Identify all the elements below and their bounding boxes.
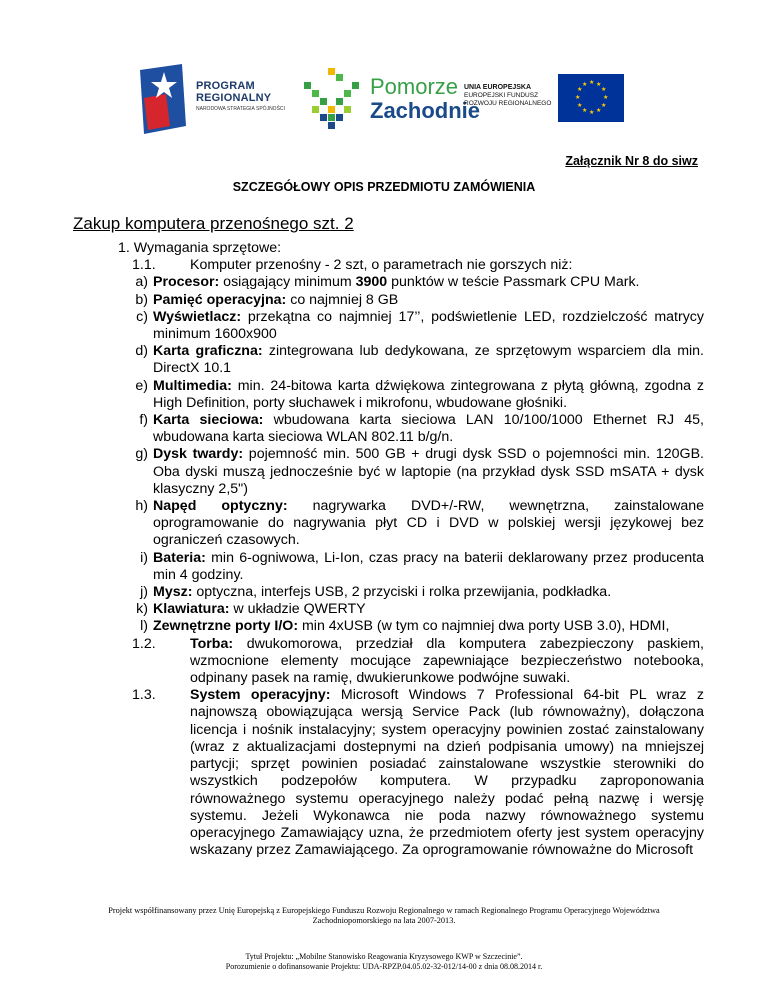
item-label: Procesor: (153, 274, 220, 291)
ue-line1: UNIA EUROPEJSKA (464, 84, 532, 91)
pomorze-zachodnie-logo (302, 60, 481, 140)
svg-text:★: ★ (577, 86, 583, 93)
svg-text:★: ★ (575, 94, 581, 101)
footer-line3: Tytuł Projektu: „Mobilne Stanowisko Reagowania Kryzysowego KWP w Szczecinie”. (245, 952, 523, 961)
section-label: Torba: (190, 635, 234, 652)
item-text: zintegrowana lub dedykowana, ze sprzętowym wsparciem dla min. DirectX 10.1 (153, 343, 704, 377)
section-number: 1.1. (132, 257, 156, 274)
program-line2: REGIONALNY (196, 92, 272, 104)
svg-text:★: ★ (603, 94, 609, 101)
footer-line4: Porozumienie o dofinansowanie Projektu: UDA-RPZP.04.05.02-32-012/14-00 z dnia 08.08.2014 r. (225, 962, 543, 971)
list-item (90, 618, 704, 635)
list-item (90, 309, 704, 343)
item-text: nagrywarka DVD+/-RW, wewnętrzna, zainstalowane oprogramowanie do nagrywania płyt CD i DVD w polskiej wersji językowej bez ograniczeń czasowych. (153, 498, 704, 549)
item-text: co najmniej 8 GB (286, 291, 399, 308)
section-number: 1.2. (132, 635, 156, 652)
svg-text:★: ★ (582, 81, 588, 88)
item-letter: g) (135, 446, 148, 463)
item-text: optyczna, interfejs USB, 2 przyciski i rolka przewijania, podkładka. (192, 584, 612, 601)
section-label: System operacyjny: (190, 687, 331, 704)
document-title: SZCZEGÓŁOWY OPIS PRZEDMIOTU ZAMÓWIENIA (232, 180, 536, 194)
specification-body (90, 240, 704, 859)
footer-line2: Zachodniopomorskiego na lata 2007-2013. (312, 916, 456, 925)
item-label: Multimedia: (153, 377, 232, 394)
eu-flag-icon (558, 74, 624, 122)
item-text: min. 24-bitowa karta dźwiękowa zintegrowana z płytą główną, zgodna z High Definition, porty słuchawek i mikrofonu, wbudowane głośniki. (153, 377, 704, 411)
item-letter: j) (140, 584, 148, 601)
footer-project (0, 952, 768, 972)
requirements-heading: 1. Wymagania sprzętowe: (118, 240, 282, 256)
item-letter: k) (136, 601, 148, 618)
list-item (90, 584, 704, 601)
list-item (90, 601, 704, 618)
ue-line2: EUROPEJSKI FUNDUSZ (464, 92, 539, 99)
svg-text:★: ★ (577, 102, 583, 109)
list-item (90, 446, 704, 498)
svg-text:★: ★ (589, 79, 595, 86)
item-letter: h) (135, 498, 148, 515)
footer-cofinancing (0, 906, 768, 926)
pomorze-line1: Pomorze (370, 74, 459, 99)
item-text: wbudowana karta sieciowa LAN 10/100/1000 Ethernet RJ 45, wbudowana karta sieciowa WLAN 802.11 b/g/n. (153, 412, 704, 446)
item-label: Pamięć operacyjna: (153, 291, 287, 308)
item-text: przekątna co najmniej 17’’, podświetlenie LED, rozdzielczość matrycy minimum 1600x900 (153, 308, 704, 343)
section-text: Microsoft Windows 7 Professional 64-bit PL wraz z najnowszą obowiązująca wersją Service Pack (lub równoważny), dołączona licencja i nośnik instalacyjny; system operacyjny powinien zostać zainstalowany (wraz z aktualizacjami dostepnymi na dzień podpisania umowy) na mniejszej partycji; sprzęt powinien posiadać zainstalowane wszystkie sterowniki do wszystkich podzepołów komputera. W przypadku zaproponowania równoważnego systemu operacyjnego należy podać pełną nazwę i wersję systemu. Jeżeli Wykonawca nie poda nazwy równoważnego systemu operacyjnego Zamawiający uzna, że przedmiotem oferty jest system operacyjny wskazany przez Zamawiającego. Za oprogramowanie równoważne do Microsoft (190, 687, 704, 859)
list-item (90, 412, 704, 446)
list-item (90, 292, 704, 309)
item-letter: d) (135, 343, 148, 360)
mosaic-emblem-icon (302, 60, 368, 140)
item-label: Mysz: (153, 584, 193, 601)
item-letter: i) (140, 549, 148, 566)
eu-logo (464, 70, 628, 132)
program-line1: PROGRAM (196, 80, 255, 92)
section-number: 1.3. (132, 687, 156, 704)
item-text: pojemność min. 500 GB + drugi dysk SSD o pojemności min. 120GB. Oba dyski muszą jednocześnie być w laptopie (na przykład dysk SSD mSATA + dysk klasyczny 2,5") (153, 446, 704, 497)
subject-heading: Zakup komputera przenośnego szt. 2 (73, 214, 354, 233)
attachment-label: Załącznik Nr 8 do siwz (565, 154, 698, 168)
item-letter: l) (140, 618, 148, 635)
item-letter: e) (135, 377, 148, 394)
list-item (90, 343, 704, 377)
section-text: Komputer przenośny - 2 szt, o parametrach nie gorszych niż: (190, 257, 573, 274)
item-text: min 4xUSB (w tym co najmniej dwa porty USB 3.0), HDMI, (298, 618, 670, 635)
svg-text:★: ★ (601, 86, 607, 93)
item-label: Karta graficzna: (153, 343, 263, 360)
pomorze-line2: Zachodnie (370, 98, 481, 123)
item-letter: b) (135, 291, 148, 308)
section-text: dwukomorowa, przedział dla komputera zabezpieczony paskiem, wzmocnione elementy mocujące zapewniające bezpieczeństwo notebooka, odpinany pasek na ramię, dwukierunkowe podwójne suwaki. (190, 635, 704, 687)
star-flag-icon (136, 64, 192, 136)
list-item (90, 550, 704, 584)
header-logos (136, 60, 628, 140)
program-regionalny-logo (136, 64, 286, 136)
item-letter: c) (136, 308, 148, 325)
section-1-3 (90, 687, 704, 859)
list-item (90, 498, 704, 550)
section-1-1 (90, 257, 704, 274)
svg-text:★: ★ (589, 109, 595, 116)
item-text: w układzie QWERTY (229, 601, 366, 618)
item-text-cont: punktów w teście Passmark CPU Mark. (387, 274, 640, 291)
svg-text:★: ★ (596, 107, 602, 114)
item-text: min 6-ogniwowa, Li-Ion, czas pracy na baterii deklarowany przez producenta min 4 godziny. (153, 549, 704, 583)
item-label: Zewnętrzne porty I/O: (153, 618, 299, 635)
section-1-2 (90, 636, 704, 688)
requirements-list (90, 274, 704, 635)
svg-text:★: ★ (596, 81, 602, 88)
list-item (90, 378, 704, 412)
program-sub: NARODOWA STRATEGIA SPÓJNOŚCI (196, 106, 285, 112)
svg-text:★: ★ (601, 102, 607, 109)
item-label: Napęd optyczny: (153, 498, 288, 515)
item-text: osiągający minimum (219, 274, 356, 291)
item-label: Bateria: (153, 549, 206, 566)
list-item (90, 274, 704, 291)
item-label: Klawiatura: (153, 601, 230, 618)
item-letter: a) (135, 274, 148, 291)
footer-line1: Projekt współfinansowany przez Unię Europejską z Europejskiego Funduszu Rozwoju Regionalnego w ramach Regionalnego Programu Operacyjnego Województwa (108, 906, 660, 915)
item-label: Dysk twardy: (153, 446, 244, 463)
svg-text:★: ★ (582, 107, 588, 114)
item-label: Wyświetlacz: (153, 308, 242, 325)
item-label: Karta sieciowa: (153, 412, 264, 429)
item-value: 3900 (355, 274, 388, 291)
item-letter: f) (139, 412, 148, 429)
ue-line3: ROZWOJU REGIONALNEGO (464, 100, 552, 107)
